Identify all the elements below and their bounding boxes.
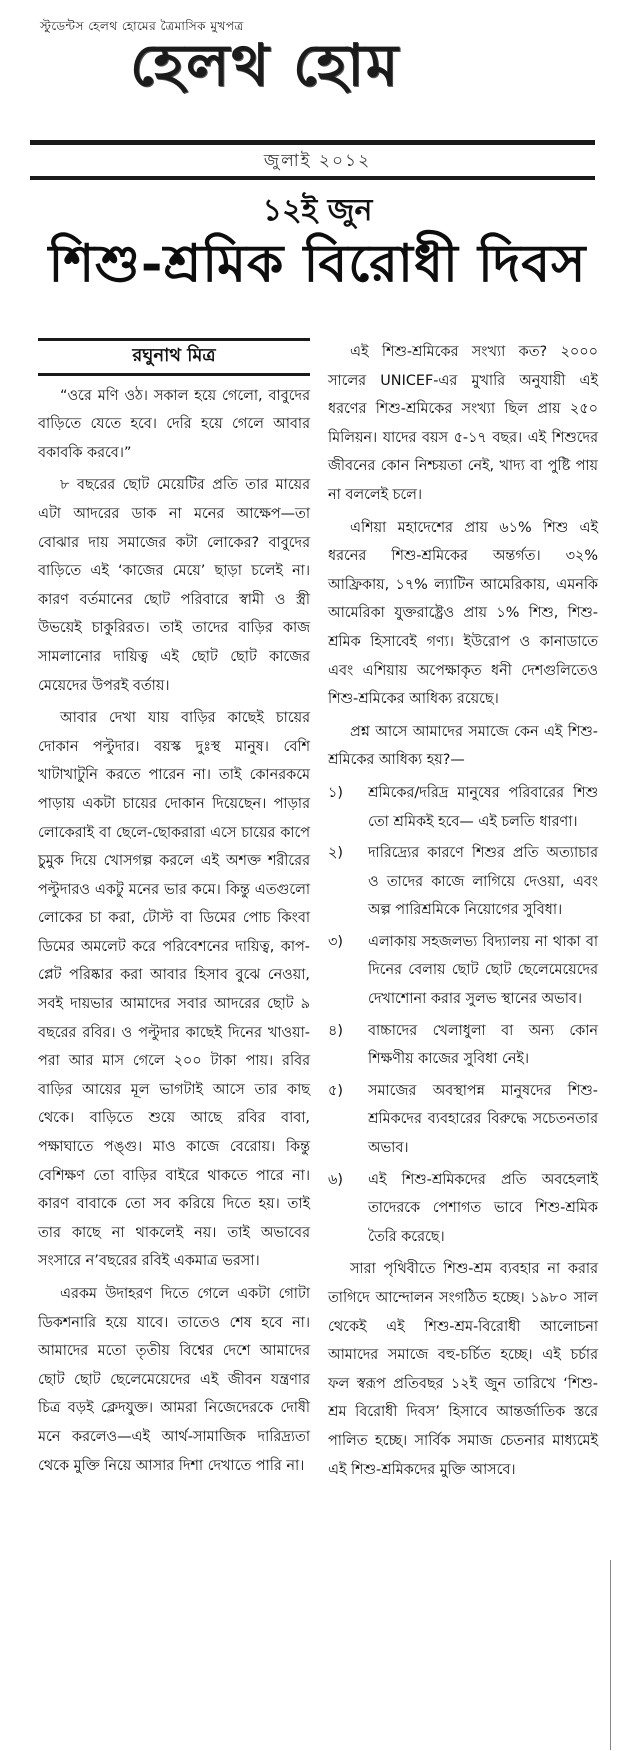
list-number: ১): [328, 784, 343, 801]
list-text: সমাজের অবস্থাপন্ন মানুষদের শিশু-শ্রমিকদের ব্যবহারের বিরুদ্ধে সচেতনতার অভাব।: [368, 1082, 598, 1157]
list-text: এই শিশু-শ্রমিকদের প্রতি অবহেলাই তাদেরকে পেশাগত ভাবে শিশু-শ্রমিক তৈরি করেছে।: [368, 1171, 598, 1245]
left-paragraph: “ওরে মণি ওঠ। সকাল হয়ে গেলো, বাবুদের বাড়িতে যেতে হবে। দেরি হয়ে গেলে আবার বকাবকি করবে।”: [38, 387, 310, 461]
date-headline: ১২ই জুন: [262, 193, 373, 228]
page-edge-line: [610, 1560, 611, 1750]
list-number: ৪): [328, 1022, 343, 1039]
left-paragraph: এরকম উদাহরণ দিতে গেলে একটা গোটা ডিকশনারি হয়ে যাবে। তাতেও শেষ হবে না। আমাদের মতো তৃতীয় বিশ্বের দেশে আমাদের ছোট ছোট ছেলেমেয়েদের এই জীবন যন্ত্রণার চিত্র বড়ই ক্লেদযুক্ত। আমরা নিজেদেরকে দোষী মনে করলেও—এই আর্থ-সামাজিক দারিদ্র্যতা থেকে মুক্তি নিয়ে আসার দিশা দেখাতে পারি না।: [38, 1286, 310, 1474]
list-number: ৫): [328, 1082, 343, 1099]
publication-tagline: স্টুডেন্টস হেলথ হোমের ত্রৈমাসিক মুখপত্র: [40, 19, 244, 33]
closing-paragraph: সারা পৃথিবীতে শিশু-শ্রম ব্যবহার না করার তাগিদে আন্দোলন সংগঠিত হচ্ছে। ১৯৮০ সাল থেকেই এই শিশু-শ্রম-বিরোধী আলোচনা আমাদের সমাজে বহু-চর্চিত হচ্ছে। এই চর্চার ফল স্বরূপ প্রতিবছর ১২ই জুন তারিখে ‘শিশু-শ্রম বিরোধী দিবস’ হিসাবে আন্তর্জাতিক স্তরে পালিত হচ্ছে। সার্বিক সমাজ চেতনার মাধ্যমেই এই শিশু-শ্রমিকদের মুক্তি আসবে।: [328, 1261, 598, 1478]
list-number: ৬): [328, 1171, 343, 1188]
list-text: এলাকায় সহজলভ্য বিদ্যালয় না থাকা বা দিনের বেলায় ছোট ছোট ছেলেমেয়েদের দেখাশোনা করার সুলভ স্থানের অভাব।: [368, 933, 598, 1008]
list-text: বাচ্চাদের খেলাধুলা বা অন্য কোন শিক্ষণীয় কাজের সুবিধা নেই।: [368, 1022, 598, 1068]
right-column: [328, 338, 598, 1488]
list-item: [328, 1077, 598, 1163]
list-item: [328, 779, 598, 836]
list-item: [328, 928, 598, 1014]
list-number: ২): [328, 845, 343, 862]
left-paragraph: ৮ বছরের ছোট মেয়েটির প্রতি তার মায়ের এটা আদরের ডাক না মনের আক্ষেপ—তা বোঝার দায় সমাজের কটা লোকের? বাবুদের বাড়িতে এই ‘কাজের মেয়ে’ ছাড়া চলেই না। কারণ বর্তমানের ছোট পরিবারে স্বামী ও স্ত্রী উভয়েই চাকুরিরত। তাই তাদের বাড়ির কাজ সামলানোর দায়িত্ব এই ছোট ছোট কাজের মেয়েদের উপরই বর্তায়।: [38, 477, 310, 694]
list-item: [328, 1166, 598, 1252]
date-rule: [30, 176, 595, 180]
list-number: ৩): [328, 933, 343, 950]
top-rule: [30, 140, 595, 145]
right-paragraph: প্রশ্ন আসে আমাদের সমাজে কেন এই শিশু-শ্রমিকের আধিক্য হয়?—: [328, 723, 598, 769]
masthead-title: হেলথ হোম: [130, 31, 400, 99]
author-byline: রঘুনাথ মিত্র: [38, 338, 310, 376]
article-title: শিশু-শ্রমিক বিরোধী দিবস: [48, 233, 587, 294]
left-column: [38, 338, 310, 1484]
right-paragraph: এশিয়া মহাদেশের প্রায় ৬১% শিশু এই ধরনের শিশু-শ্রমিকের অন্তর্গত। ৩২% আফ্রিকায়, ১৭% ল্যাটিন আমেরিকায়, এমনকি আমেরিকা যুক্তরাষ্ট্রেও প্রায় ১% শিশু, শিশু-শ্রমিক হিসাবেই গণ্য। ইউরোপ ও কানাডাতে এবং এশিয়ায় অপেক্ষাকৃত ধনী দেশগুলিতেও শিশু-শ্রমিকের আধিক্য রয়েছে।: [328, 519, 598, 708]
left-paragraph: আবার দেখা যায় বাড়ির কাছেই চায়ের দোকান পল্টুদার। বয়স্ক দুঃস্থ মানুষ। বেশি খাটাখাটুনি করতে পারেন না। তাই কোনরকমে পাড়ায় একটা চায়ের দোকান দিয়েছেন। পাড়ার লোকেরাই বা ছেলে-ছোকরারা এসে চায়ের কাপে চুমুক দিয়ে খোসগল্প করলে এই অশক্ত শরীরের পল্টুদারও একটু মনের ভার কমে। কিন্তু এতগুলো লোকের চা করা, টোস্ট বা ডিমের পোচ কিংবা ডিমের অমলেট করে পরিবেশনের দায়িত্ব, কাপ-প্লেট পরিষ্কার করা আবার হিসাব বুঝে নেওয়া, সবই দায়ভার আমাদের সবার আদরের ছোট ৯ বছরের রবির। ও পল্টুদার কাছেই দিনের খাওয়া-পরা আর মাস গেলে ২০০ টাকা পায়। রবির বাড়ির আয়ের মূল ভাগটাই আসে তার কাছ থেকে। বাড়িতে শুয়ে আছে রবির বাবা, পক্ষাঘাতে পঙ্গু। মাও কাজে বেরোয়। কিন্তু বেশিক্ষণ তো বাড়ির বাইরে থাকতে পারে না। কারণ বাবাকে তো সব করিয়ে দিতে হয়। তাই তার কাছে না থাকলেই নয়। তাই অভাবের সংসারে ন’বছরের রবিই একমাত্র ভরসা।: [38, 710, 310, 1270]
list-text: শ্রমিকের/দরিদ্র মানুষের পরিবারের শিশু তো শ্রমিকই হবে— এই চলতি ধারণা।: [368, 784, 598, 830]
issue-date: জুলাই ২০১২: [263, 151, 372, 171]
list-text: দারিদ্র্যের কারণে শিশুর প্রতি অত্যাচার ও তাদের কাজে লাগিয়ে দেওয়া, এবং অল্প পারিশ্রমিকে নিয়োগের সুবিধা।: [368, 845, 598, 919]
list-item: [328, 1017, 598, 1074]
right-paragraph: এই শিশু-শ্রমিকের সংখ্যা কত? ২০০০ সালের UNICEF-এর মুখারি অনুযায়ী এই ধরণের শিশু-শ্রমিকের সংখ্যা ছিল প্রায় ২৫০ মিলিয়ন। যাদের বয়স ৫-১৭ বছর। এই শিশুদের জীবনের কোন নিশ্চয়তা নেই, খাদ্য বা পুষ্টি পায় না বললেই চলে।: [328, 344, 598, 503]
reasons-list: [328, 779, 598, 1252]
list-item: [328, 839, 598, 925]
